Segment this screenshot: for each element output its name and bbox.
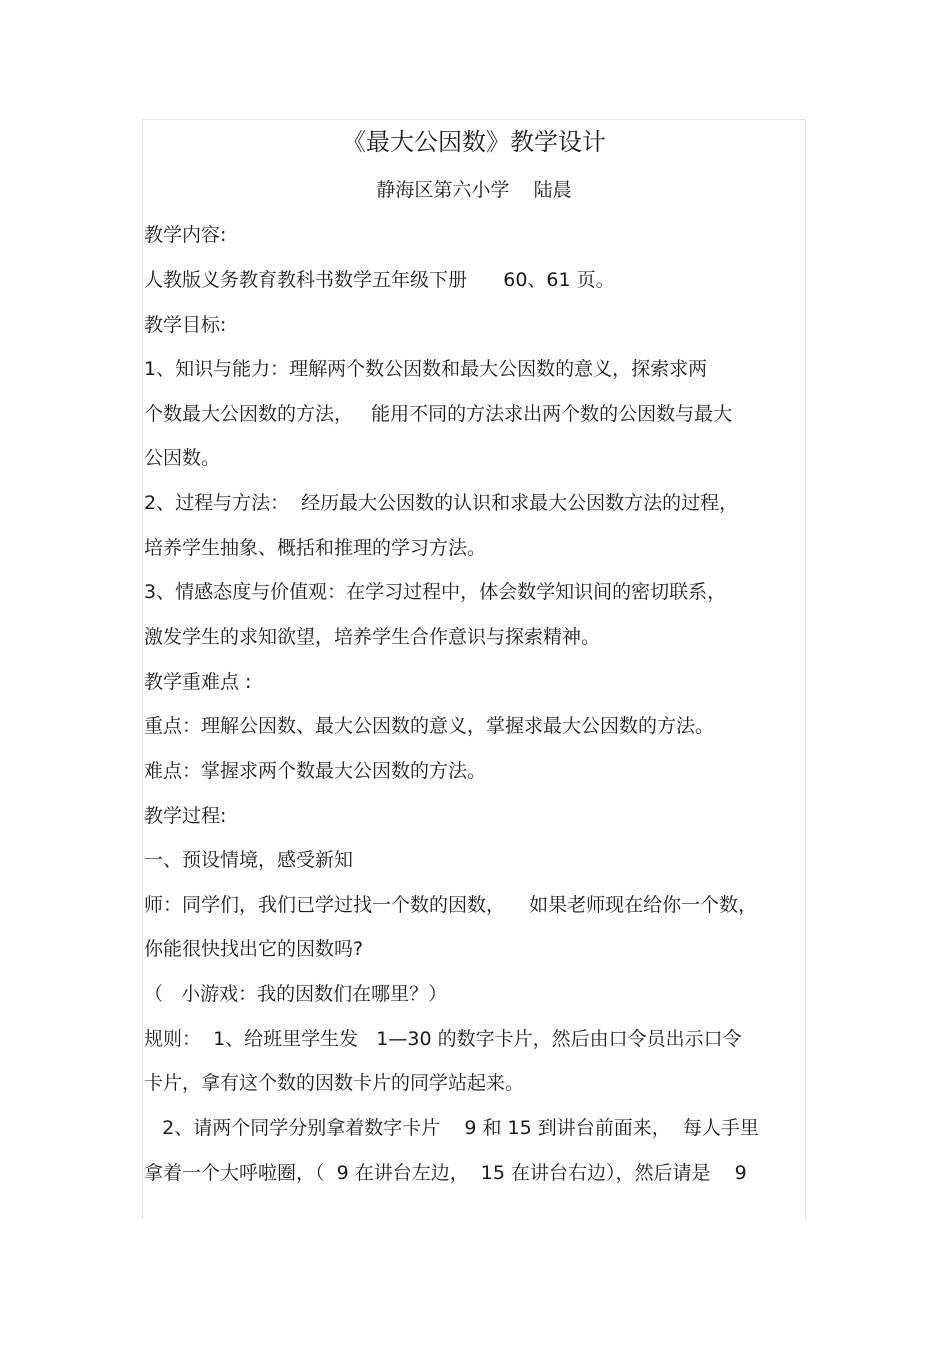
- subsection-heading: 一、预设情境，感受新知: [144, 849, 354, 871]
- body-line: 3、情感态度与价值观：在学习过程中，体会数学知识间的密切联系，: [144, 581, 727, 603]
- body-line: 重点：理解公因数、最大公因数的意义，掌握求最大公因数的方法。: [144, 715, 715, 737]
- body-line: 公因数。: [144, 447, 221, 469]
- body-line: 拿着一个大呼啦圈，（ 9 在讲台左边， 15 在讲台右边），然后请是 9: [144, 1162, 747, 1184]
- body-line: 个数最大公因数的方法， 能用不同的方法求出两个数的公因数与最大: [144, 403, 733, 425]
- body-line: 人教版义务教育教科书数学五年级下册 60、61 页。: [144, 269, 615, 291]
- body-line: 培养学生抽象、概括和推理的学习方法。: [144, 537, 487, 559]
- section-heading-process: 教学过程:: [144, 805, 227, 827]
- body-line: （ 小游戏：我的因数们在哪里？）: [144, 983, 448, 1005]
- document-author: 静海区第六小学 陆晨: [376, 179, 572, 201]
- section-heading-key-points: 教学重难点 :: [144, 671, 252, 693]
- body-line: 激发学生的求知欲望，培养学生合作意识与探索精神。: [144, 626, 601, 648]
- body-line: 1、知识与能力：理解两个数公因数和最大公因数的意义，探索求两: [144, 358, 708, 380]
- body-line: 2、过程与方法： 经历最大公因数的认识和求最大公因数方法的过程，: [144, 492, 739, 514]
- section-heading-goals: 教学目标:: [144, 314, 227, 336]
- body-line: 2、请两个同学分别拿着数字卡片 9 和 15 到讲台前面来， 每人手里: [144, 1117, 759, 1139]
- body-line: 你能很快找出它的因数吗?: [144, 938, 364, 960]
- body-line: 师：同学们，我们已学过找一个数的因数， 如果老师现在给你一个数，: [144, 894, 758, 916]
- body-line: 卡片，拿有这个数的因数卡片的同学站起来。: [144, 1072, 525, 1094]
- body-line: 规则： 1、给班里学生发 1—30 的数字卡片，然后由口令员出示口令: [144, 1028, 742, 1050]
- body-line: 难点：掌握求两个数最大公因数的方法。: [144, 760, 487, 782]
- document-title: 《最大公因数》教学设计: [342, 128, 606, 156]
- section-heading-content: 教学内容:: [144, 224, 227, 246]
